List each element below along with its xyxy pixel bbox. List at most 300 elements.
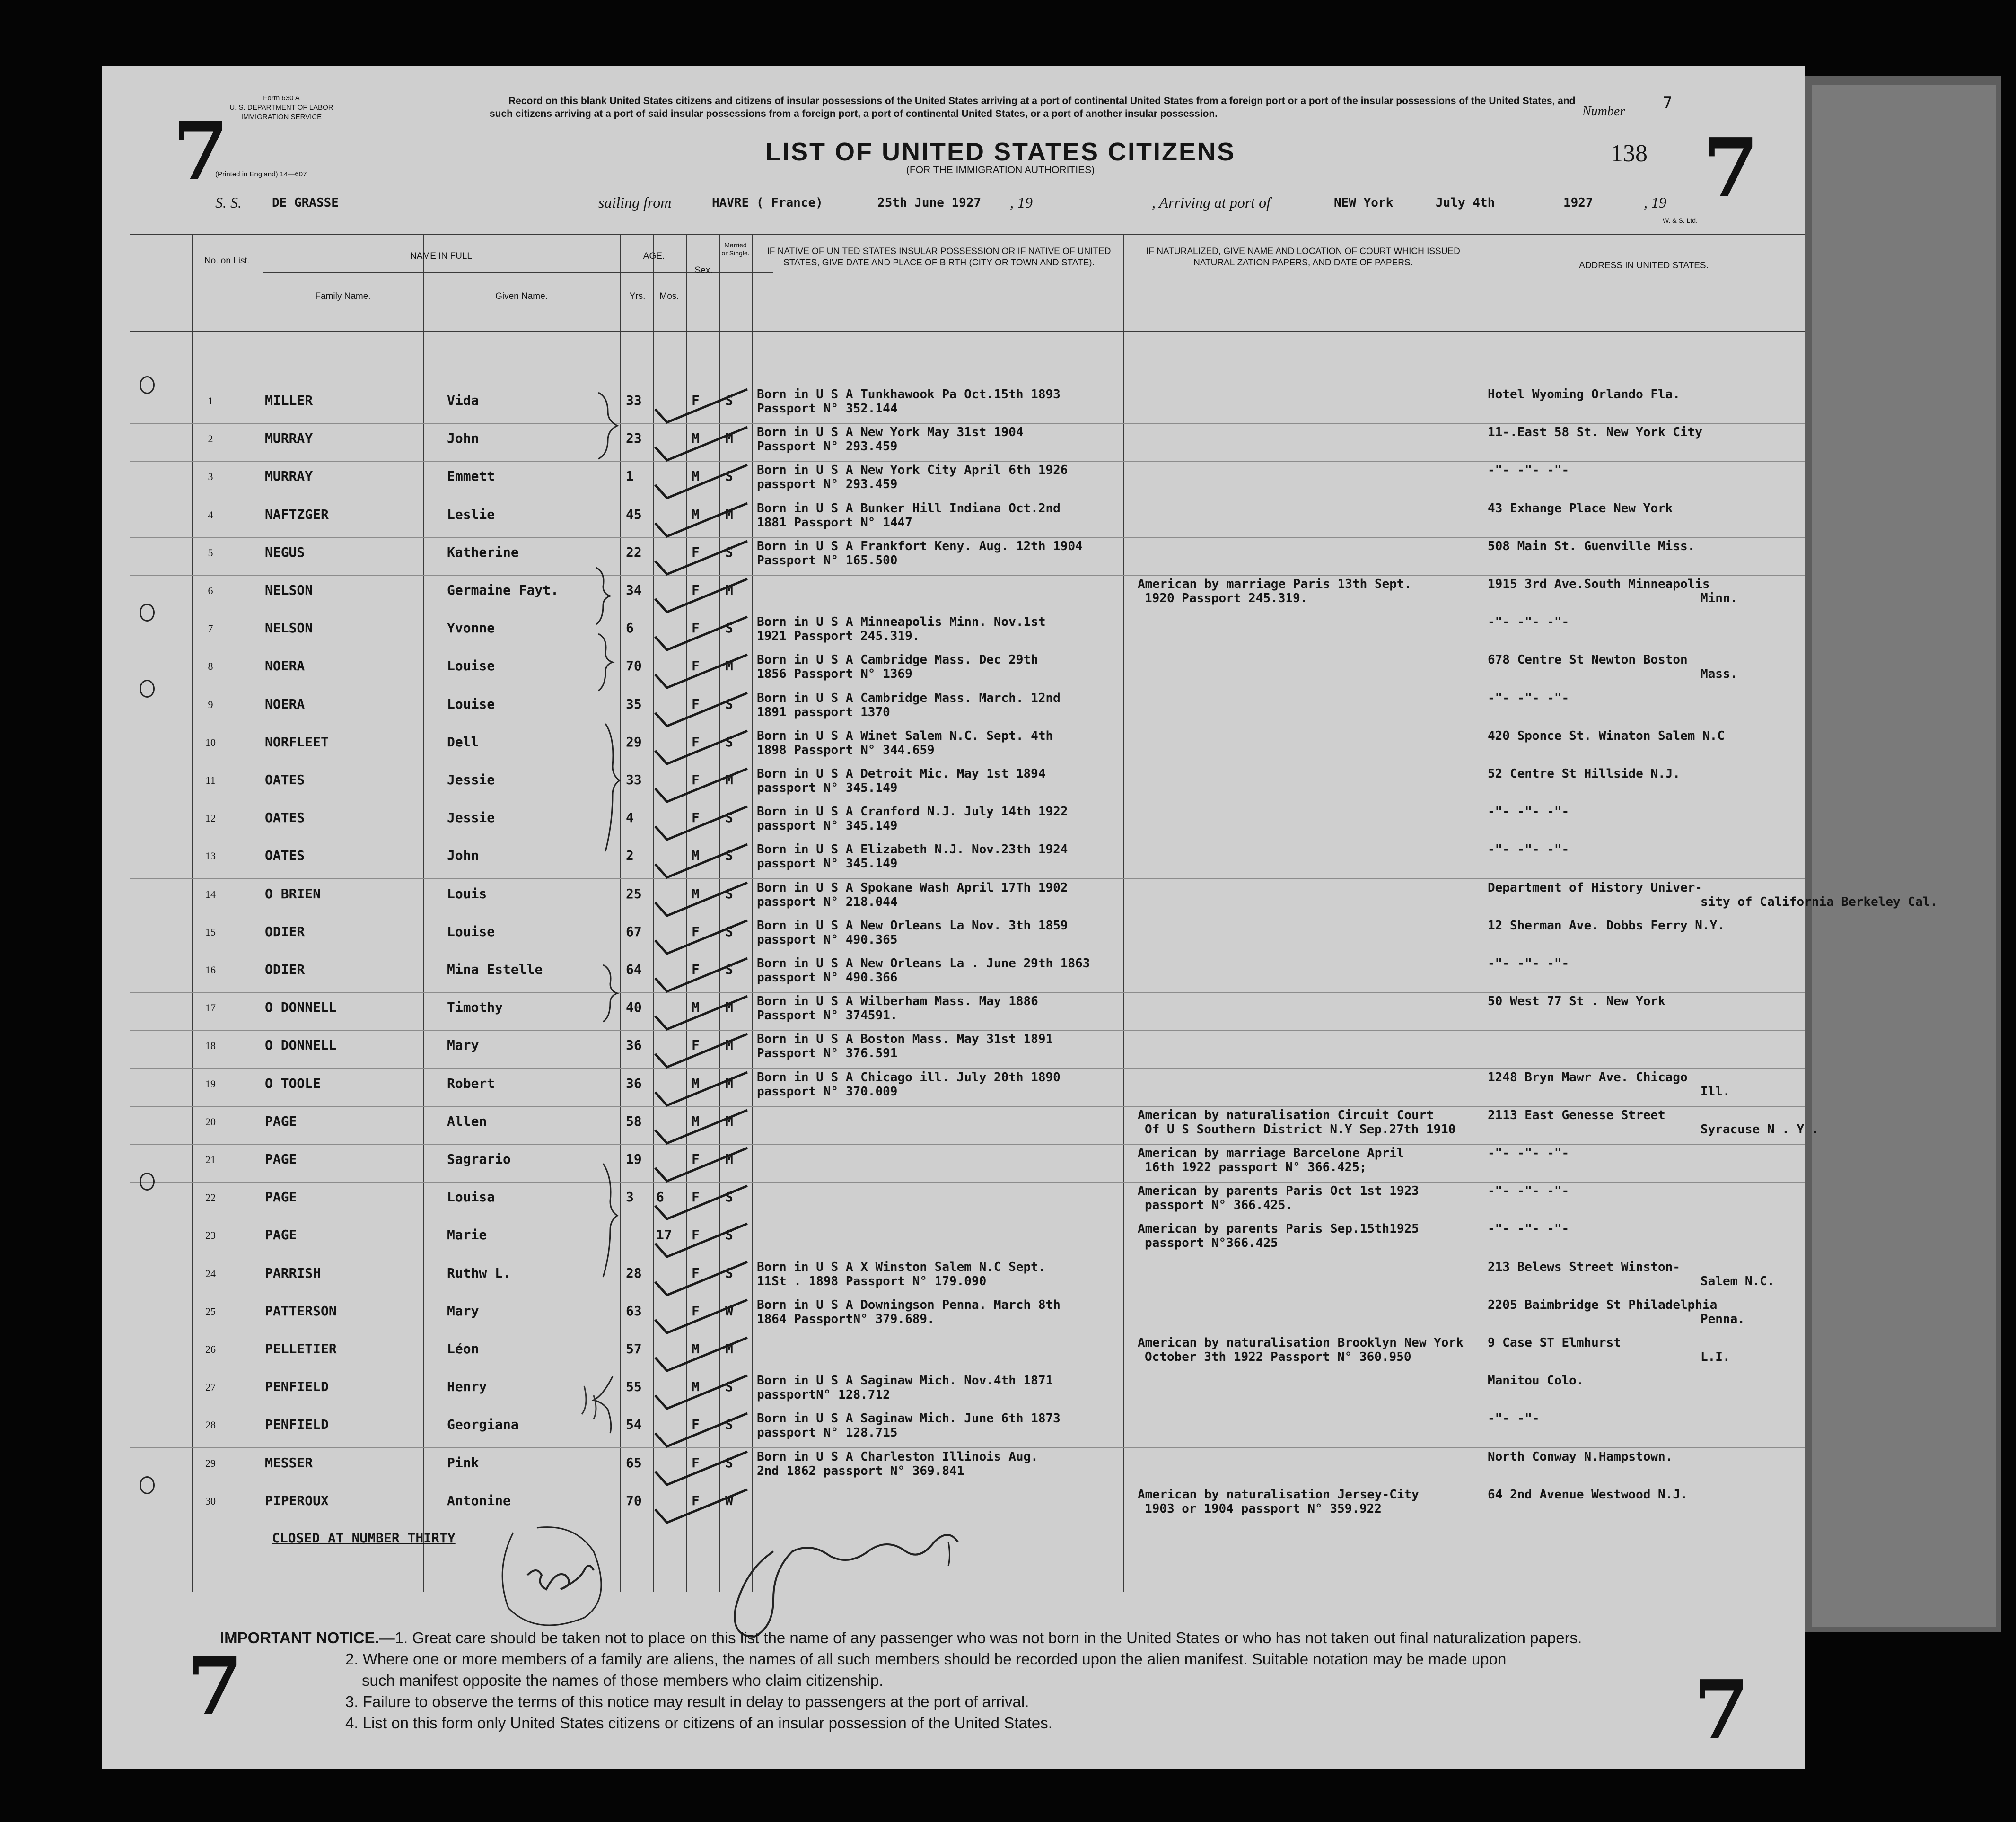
row-number: 19 bbox=[205, 1078, 216, 1090]
naturalization-line-1: American by naturalisation Brooklyn New York bbox=[1138, 1336, 1464, 1350]
age-years: 4 bbox=[626, 810, 634, 825]
marital-status: S bbox=[725, 1189, 733, 1205]
address-line-1: -"- -"- bbox=[1488, 1411, 1540, 1426]
row-number: 10 bbox=[205, 736, 216, 748]
ship-name: DE GRASSE bbox=[272, 196, 339, 210]
age-years: 36 bbox=[626, 1076, 642, 1091]
sex: F bbox=[692, 734, 700, 750]
row-number: 25 bbox=[205, 1305, 216, 1317]
given-name: Marie bbox=[447, 1227, 487, 1243]
birth-line-2: Passport N° 352.144 bbox=[757, 402, 898, 416]
marital-status: S bbox=[725, 962, 733, 977]
number-label: Number bbox=[1582, 104, 1625, 119]
ss-label: S. S. bbox=[215, 194, 242, 211]
naturalization-line-1: American by parents Paris Oct 1st 1923 bbox=[1138, 1184, 1419, 1198]
family-name: ODIER bbox=[265, 924, 305, 939]
address-line-1: 9 Case ST Elmhurst bbox=[1488, 1336, 1621, 1350]
scan-background-page-inner bbox=[1812, 85, 1996, 1627]
family-name: ODIER bbox=[265, 962, 305, 977]
birth-line-2: passport N° 370.009 bbox=[757, 1085, 898, 1099]
notice-item-4: 4. List on this form only United States citizens or citizens of an insular possession of the United States. bbox=[345, 1714, 1052, 1732]
sex: F bbox=[692, 1189, 700, 1205]
given-name: Vida bbox=[447, 393, 479, 408]
age-years: 55 bbox=[626, 1379, 642, 1394]
given-name: Mary bbox=[447, 1303, 479, 1319]
corner-number-top-left: 7 bbox=[173, 104, 229, 199]
family-name: OATES bbox=[265, 772, 305, 788]
family-name: MURRAY bbox=[265, 430, 313, 446]
year-prefix-1: , 19 bbox=[1010, 194, 1033, 211]
arriving-label: , Arriving at port of bbox=[1152, 194, 1271, 211]
marital-status: S bbox=[725, 1417, 733, 1432]
given-name: Dell bbox=[447, 734, 479, 750]
family-name: NELSON bbox=[265, 620, 313, 636]
given-name: Timothy bbox=[447, 999, 503, 1015]
marital-status: S bbox=[725, 620, 733, 636]
address-line-2: Mass. bbox=[1700, 667, 1738, 681]
printer-mark: W. & S. Ltd. bbox=[1663, 217, 1698, 224]
birth-line-2: passport N° 345.149 bbox=[757, 857, 898, 871]
family-name: NORFLEET bbox=[265, 734, 329, 750]
address-line-1: -"- -"- -"- bbox=[1488, 1222, 1569, 1236]
address-line-1: 64 2nd Avenue Westwood N.J. bbox=[1488, 1488, 1688, 1502]
header-given-name: Given Name. bbox=[495, 291, 548, 301]
sex: M bbox=[692, 468, 700, 484]
marital-status: S bbox=[725, 393, 733, 408]
birth-line-1: Born in U S A Chicago ill. July 20th 1890 bbox=[757, 1070, 1061, 1085]
family-name: NAFTZGER bbox=[265, 507, 329, 522]
given-name: Yvonne bbox=[447, 620, 495, 636]
family-name: PAGE bbox=[265, 1189, 297, 1205]
given-name: Katherine bbox=[447, 544, 519, 560]
sex: F bbox=[692, 1151, 700, 1167]
given-name: Louise bbox=[447, 658, 495, 674]
family-name: MURRAY bbox=[265, 468, 313, 484]
birth-line-2: passport N° 218.044 bbox=[757, 895, 898, 909]
given-name: John bbox=[447, 848, 479, 863]
marital-status: S bbox=[725, 924, 733, 939]
given-name: Mary bbox=[447, 1037, 479, 1053]
given-name: Mina Estelle bbox=[447, 962, 543, 977]
address-line-1: 43 Exhange Place New York bbox=[1488, 501, 1673, 516]
sex: F bbox=[692, 924, 700, 939]
birth-line-2: 2nd 1862 passport N° 369.841 bbox=[757, 1464, 964, 1478]
address-line-1: 508 Main St. Guenville Miss. bbox=[1488, 539, 1695, 553]
family-name: OATES bbox=[265, 810, 305, 825]
sex: M bbox=[692, 1341, 700, 1357]
row-number: 4 bbox=[208, 509, 213, 521]
birth-line-2: passport N° 490.365 bbox=[757, 933, 898, 947]
birth-line-2: Passport N° 293.459 bbox=[757, 439, 898, 454]
notice-heading: IMPORTANT NOTICE. bbox=[220, 1629, 379, 1647]
row-number: 26 bbox=[205, 1343, 216, 1355]
address-line-2: Minn. bbox=[1700, 591, 1738, 605]
page-number: 138 bbox=[1611, 140, 1648, 167]
address-line-2: Penna. bbox=[1700, 1312, 1745, 1326]
birth-line-1: Born in U S A Cambridge Mass. Dec 29th bbox=[757, 653, 1038, 667]
marital-status: W bbox=[725, 1303, 733, 1319]
given-name: Antonine bbox=[447, 1493, 511, 1508]
header-mos: Mos. bbox=[659, 291, 679, 301]
row-number: 22 bbox=[205, 1191, 216, 1203]
corner-number-top-right: 7 bbox=[1703, 121, 1759, 215]
birth-line-2: passport N° 128.715 bbox=[757, 1426, 898, 1440]
sail-date: 25th June 1927 bbox=[877, 196, 982, 210]
family-name: MILLER bbox=[265, 393, 313, 408]
address-line-1: Hotel Wyoming Orlando Fla. bbox=[1488, 387, 1680, 402]
marital-status: M bbox=[725, 1341, 733, 1357]
row-number: 29 bbox=[205, 1457, 216, 1469]
naturalization-line-1: American by marriage Barcelone April bbox=[1138, 1146, 1404, 1160]
given-name: Louise bbox=[447, 924, 495, 939]
given-name: Louise bbox=[447, 696, 495, 712]
birth-line-1: Born in U S A Charleston Illinois Aug. bbox=[757, 1450, 1038, 1464]
sex: F bbox=[692, 1227, 700, 1243]
given-name: John bbox=[447, 430, 479, 446]
naturalization-line-2: 1903 or 1904 passport N° 359.922 bbox=[1145, 1502, 1382, 1516]
given-name: Ruthw L. bbox=[447, 1265, 511, 1281]
row-number: 18 bbox=[205, 1040, 216, 1051]
notice-item-1: —1. Great care should be taken not to place on this list the name of any passenger who was not born in the United States or who has not taken out final naturalization papers. bbox=[379, 1629, 1582, 1647]
marital-status: M bbox=[725, 999, 733, 1015]
sex: F bbox=[692, 1455, 700, 1471]
birth-line-1: Born in U S A New Orleans La Nov. 3th 1859 bbox=[757, 919, 1068, 933]
row-number: 9 bbox=[208, 699, 213, 710]
family-brackets bbox=[102, 66, 1805, 1627]
address-line-1: 1248 Bryn Mawr Ave. Chicago bbox=[1488, 1070, 1688, 1085]
naturalization-line-2: 16th 1922 passport N° 366.425; bbox=[1145, 1160, 1367, 1174]
marital-status: S bbox=[725, 696, 733, 712]
family-name: NOERA bbox=[265, 658, 305, 674]
birth-line-2: 1864 PassportN° 379.689. bbox=[757, 1312, 935, 1326]
given-name: Germaine Fayt. bbox=[447, 582, 559, 598]
age-years: 70 bbox=[626, 1493, 642, 1508]
age-years: 57 bbox=[626, 1341, 642, 1357]
marital-status: W bbox=[725, 1493, 733, 1508]
sailing-label: sailing from bbox=[598, 194, 672, 211]
number-value: 7 bbox=[1663, 94, 1673, 113]
birth-line-1: Born in U S A Winet Salem N.C. Sept. 4th bbox=[757, 729, 1053, 743]
sex: M bbox=[692, 1076, 700, 1091]
marital-status: S bbox=[725, 734, 733, 750]
birth-line-1: Born in U S A Minneapolis Minn. Nov.1st bbox=[757, 615, 1046, 629]
age-years: 35 bbox=[626, 696, 642, 712]
family-name: O DONNELL bbox=[265, 1037, 337, 1053]
arrival-date: July 4th bbox=[1436, 196, 1495, 210]
sex: F bbox=[692, 1303, 700, 1319]
marital-status: S bbox=[725, 1265, 733, 1281]
age-years: 25 bbox=[626, 886, 642, 902]
birth-line-1: Born in U S A Bunker Hill Indiana Oct.2nd bbox=[757, 501, 1061, 516]
address-line-1: 2205 Baimbridge St Philadelphia bbox=[1488, 1298, 1718, 1312]
naturalization-line-1: American by naturalisation Circuit Court bbox=[1138, 1108, 1434, 1122]
address-line-1: 420 Sponce St. Winaton Salem N.C bbox=[1488, 729, 1725, 743]
given-name: Sagrario bbox=[447, 1151, 511, 1167]
sex: M bbox=[692, 430, 700, 446]
birth-line-2: passport N° 345.149 bbox=[757, 819, 898, 833]
address-line-1: -"- -"- -"- bbox=[1488, 956, 1569, 971]
birth-line-1: Born in U S A Spokane Wash April 17Th 1902 bbox=[757, 881, 1068, 895]
sex: F bbox=[692, 1265, 700, 1281]
given-name: Louis bbox=[447, 886, 487, 902]
family-name: PATTERSON bbox=[265, 1303, 337, 1319]
birth-line-1: Born in U S A X Winston Salem N.C Sept. bbox=[757, 1260, 1046, 1274]
birth-line-2: 11St . 1898 Passport N° 179.090 bbox=[757, 1274, 987, 1288]
row-number: 6 bbox=[208, 585, 213, 596]
age-years: 6 bbox=[626, 620, 634, 636]
row-number: 14 bbox=[205, 888, 216, 900]
given-name: Louisa bbox=[447, 1189, 495, 1205]
birth-line-2: 1921 Passport 245.319. bbox=[757, 629, 920, 643]
address-line-1: -"- -"- -"- bbox=[1488, 463, 1569, 477]
age-years: 33 bbox=[626, 393, 642, 408]
row-number: 16 bbox=[205, 964, 216, 976]
birth-line-2: passportN° 128.712 bbox=[757, 1388, 890, 1402]
birth-line-2: 1856 Passport N° 1369 bbox=[757, 667, 912, 681]
naturalization-line-1: American by naturalisation Jersey-City bbox=[1138, 1488, 1419, 1502]
birth-line-1: Born in U S A Tunkhawook Pa Oct.15th 1893 bbox=[757, 387, 1061, 402]
year-prefix-2: , 19 bbox=[1644, 194, 1666, 211]
sex: F bbox=[692, 772, 700, 788]
address-line-1: 678 Centre St Newton Boston bbox=[1488, 653, 1688, 667]
form-number: Form 630 A bbox=[263, 94, 300, 102]
marital-status: M bbox=[725, 507, 733, 522]
age-years: 70 bbox=[626, 658, 642, 674]
given-name: Jessie bbox=[447, 772, 495, 788]
header-birth-place: IF NATIVE OF UNITED STATES INSULAR POSSESSION OR IF NATIVE OF UNITED STATES, GIVE DATE AND PLACE OF BIRTH (CITY OR TOWN AND STATE). bbox=[767, 246, 1111, 268]
address-line-2: Salem N.C. bbox=[1700, 1274, 1775, 1288]
sex: F bbox=[692, 1493, 700, 1508]
address-line-1: -"- -"- -"- bbox=[1488, 615, 1569, 629]
sex: F bbox=[692, 696, 700, 712]
sex: M bbox=[692, 886, 700, 902]
notice-item-2a: 2. Where one or more members of a family are aliens, the names of all such members should be recorded upon the alien manifest. Suitable notation may be made upon bbox=[345, 1650, 1507, 1668]
address-line-2: Syracuse N . Y . bbox=[1700, 1122, 1819, 1137]
row-number: 7 bbox=[208, 622, 213, 634]
age-years: 23 bbox=[626, 430, 642, 446]
header-no-on-list: No. on List. bbox=[204, 256, 250, 266]
marital-status: S bbox=[725, 1379, 733, 1394]
age-years: 65 bbox=[626, 1455, 642, 1471]
header-family-name: Family Name. bbox=[315, 291, 371, 301]
header-age: AGE. bbox=[643, 251, 665, 261]
birth-line-1: Born in U S A New Orleans La . June 29th 1863 bbox=[757, 956, 1090, 971]
marital-status: S bbox=[725, 468, 733, 484]
address-line-1: 50 West 77 St . New York bbox=[1488, 994, 1665, 1008]
birth-line-1: Born in U S A Detroit Mic. May 1st 1894 bbox=[757, 767, 1046, 781]
age-years: 45 bbox=[626, 507, 642, 522]
family-name: PENFIELD bbox=[265, 1417, 329, 1432]
given-name: Leslie bbox=[447, 507, 495, 522]
age-years: 22 bbox=[626, 544, 642, 560]
address-line-1: 1915 3rd Ave.South Minneapolis bbox=[1488, 577, 1710, 591]
family-name: PARRISH bbox=[265, 1265, 321, 1281]
arrival-year: 1927 bbox=[1563, 196, 1593, 210]
marital-status: S bbox=[725, 886, 733, 902]
age-years: 2 bbox=[626, 848, 634, 863]
header-yrs: Yrs. bbox=[629, 291, 646, 301]
sex: M bbox=[692, 999, 700, 1015]
naturalization-line-1: American by marriage Paris 13th Sept. bbox=[1138, 577, 1412, 591]
service: IMMIGRATION SERVICE bbox=[241, 113, 322, 121]
marital-status: S bbox=[725, 544, 733, 560]
address-line-1: 11-.East 58 St. New York City bbox=[1488, 425, 1702, 439]
naturalization-line-1: American by parents Paris Sep.15th1925 bbox=[1138, 1222, 1419, 1236]
birth-line-1: Born in U S A Downingson Penna. March 8th bbox=[757, 1298, 1061, 1312]
family-name: PELLETIER bbox=[265, 1341, 337, 1357]
marital-status: S bbox=[725, 1455, 733, 1471]
row-number: 23 bbox=[205, 1229, 216, 1241]
address-line-1: -"- -"- -"- bbox=[1488, 1146, 1569, 1160]
address-line-1: -"- -"- -"- bbox=[1488, 805, 1569, 819]
family-name: O DONNELL bbox=[265, 999, 337, 1015]
row-number: 20 bbox=[205, 1116, 216, 1128]
age-years: 36 bbox=[626, 1037, 642, 1053]
age-months: 17 bbox=[656, 1227, 672, 1243]
sex: M bbox=[692, 1379, 700, 1394]
sex: M bbox=[692, 1113, 700, 1129]
header-naturalized: IF NATURALIZED, GIVE NAME AND LOCATION OF COURT WHICH ISSUED NATURALIZATION PAPERS, AND DATE OF PAPERS. bbox=[1146, 246, 1460, 268]
age-months: 6 bbox=[656, 1189, 664, 1205]
naturalization-line-2: Of U S Southern District N.Y Sep.27th 1910 bbox=[1145, 1122, 1456, 1137]
birth-line-1: Born in U S A Cambridge Mass. March. 12nd bbox=[757, 691, 1061, 705]
age-years: 63 bbox=[626, 1303, 642, 1319]
family-name: O TOOLE bbox=[265, 1076, 321, 1091]
closed-note: CLOSED AT NUMBER THIRTY bbox=[272, 1530, 456, 1546]
given-name: Georgiana bbox=[447, 1417, 519, 1432]
family-name: NOERA bbox=[265, 696, 305, 712]
row-number: 24 bbox=[205, 1268, 216, 1279]
marital-status: M bbox=[725, 1151, 733, 1167]
sex: F bbox=[692, 544, 700, 560]
age-years: 3 bbox=[626, 1189, 634, 1205]
age-years: 28 bbox=[626, 1265, 642, 1281]
sex: F bbox=[692, 962, 700, 977]
birth-line-2: passport N° 490.366 bbox=[757, 971, 898, 985]
birth-line-1: Born in U S A Elizabeth N.J. Nov.23th 1924 bbox=[757, 842, 1068, 857]
birth-line-2: Passport N° 374591. bbox=[757, 1008, 898, 1023]
naturalization-line-2: 1920 Passport 245.319. bbox=[1145, 591, 1308, 605]
marital-status: M bbox=[725, 772, 733, 788]
marital-status: S bbox=[725, 848, 733, 863]
marital-status: M bbox=[725, 1076, 733, 1091]
page-title: LIST OF UNITED STATES CITIZENS bbox=[765, 138, 1236, 166]
address-line-1: -"- -"- -"- bbox=[1488, 1184, 1569, 1198]
naturalization-line-2: passport N° 366.425. bbox=[1145, 1198, 1293, 1212]
header-name-in-full: NAME IN FULL bbox=[410, 251, 472, 261]
manifest-page bbox=[102, 66, 1937, 1769]
family-name: PAGE bbox=[265, 1113, 297, 1129]
family-name: O BRIEN bbox=[265, 886, 321, 902]
marital-status: M bbox=[725, 430, 733, 446]
age-years: 19 bbox=[626, 1151, 642, 1167]
sex: M bbox=[692, 507, 700, 522]
printed-note: (Printed in England) 14—607 bbox=[215, 170, 307, 178]
row-number: 3 bbox=[208, 471, 213, 482]
birth-line-1: Born in U S A Frankfort Keny. Aug. 12th 1904 bbox=[757, 539, 1083, 553]
address-line-2: L.I. bbox=[1700, 1350, 1730, 1364]
birth-line-2: passport N° 345.149 bbox=[757, 781, 898, 795]
birth-line-2: passport N° 293.459 bbox=[757, 477, 898, 491]
age-years: 33 bbox=[626, 772, 642, 788]
age-years: 40 bbox=[626, 999, 642, 1015]
age-years: 29 bbox=[626, 734, 642, 750]
sex: F bbox=[692, 620, 700, 636]
address-line-1: North Conway N.Hampstown. bbox=[1488, 1450, 1673, 1464]
family-name: MESSER bbox=[265, 1455, 313, 1471]
sex: F bbox=[692, 810, 700, 825]
given-name: Pink bbox=[447, 1455, 479, 1471]
age-years: 67 bbox=[626, 924, 642, 939]
birth-line-1: Born in U S A Cranford N.J. July 14th 1922 bbox=[757, 805, 1068, 819]
sex: F bbox=[692, 582, 700, 598]
birth-line-2: 1898 Passport N° 344.659 bbox=[757, 743, 935, 757]
birth-line-2: Passport N° 376.591 bbox=[757, 1046, 898, 1060]
birth-line-1: Born in U S A Saginaw Mich. Nov.4th 1871 bbox=[757, 1374, 1053, 1388]
row-number: 28 bbox=[205, 1419, 216, 1431]
given-name: Robert bbox=[447, 1076, 495, 1091]
notice-item-2b: such manifest opposite the names of those members who claim citizenship. bbox=[362, 1672, 884, 1689]
address-line-1: -"- -"- -"- bbox=[1488, 842, 1569, 857]
family-name: NELSON bbox=[265, 582, 313, 598]
family-name: PAGE bbox=[265, 1151, 297, 1167]
address-line-1: 52 Centre St Hillside N.J. bbox=[1488, 767, 1680, 781]
row-number: 17 bbox=[205, 1002, 216, 1014]
marital-status: S bbox=[725, 810, 733, 825]
given-name: Henry bbox=[447, 1379, 487, 1394]
sex: F bbox=[692, 658, 700, 674]
department: U. S. DEPARTMENT OF LABOR bbox=[229, 104, 333, 112]
header-sex: Sex. bbox=[694, 265, 713, 275]
marital-status: M bbox=[725, 582, 733, 598]
record-instructions: Record on this blank United States citizens and citizens of insular possessions of the United States arriving at a port of continental United States from a foreign port or a port of the insular possessions of the United States, and such citizens arriving at a port of said insular possessions from a foreign port, a port of continental United States, or a port of another insular possession. bbox=[490, 96, 1576, 119]
given-name: Léon bbox=[447, 1341, 479, 1357]
notice-item-3: 3. Failure to observe the terms of this notice may result in delay to passengers at the port of arrival. bbox=[345, 1693, 1029, 1710]
address-line-2: sity of California Berkeley Cal. bbox=[1700, 895, 1937, 909]
naturalization-line-2: passport N°366.425 bbox=[1145, 1236, 1278, 1250]
row-number: 2 bbox=[208, 433, 213, 445]
birth-line-1: Born in U S A Wilberham Mass. May 1886 bbox=[757, 994, 1038, 1008]
marital-status: S bbox=[725, 1227, 733, 1243]
row-number: 1 bbox=[208, 395, 213, 407]
family-name: PIPEROUX bbox=[265, 1493, 329, 1508]
sex: F bbox=[692, 1417, 700, 1432]
corner-number-bottom-right: 7 bbox=[1693, 1663, 1750, 1757]
sex: F bbox=[692, 1037, 700, 1053]
birth-line-2: 1881 Passport N° 1447 bbox=[757, 516, 912, 530]
header-address: ADDRESS IN UNITED STATES. bbox=[1579, 261, 1709, 271]
address-line-2: Ill. bbox=[1700, 1085, 1730, 1099]
family-name: OATES bbox=[265, 848, 305, 863]
address-line-1: 2113 East Genesse Street bbox=[1488, 1108, 1665, 1122]
family-name: NEGUS bbox=[265, 544, 305, 560]
age-years: 64 bbox=[626, 962, 642, 977]
birth-line-1: Born in U S A Saginaw Mich. June 6th 1873 bbox=[757, 1411, 1061, 1426]
birth-line-2: Passport N° 165.500 bbox=[757, 553, 898, 568]
marital-status: M bbox=[725, 1113, 733, 1129]
birth-line-1: Born in U S A New York May 31st 1904 bbox=[757, 425, 1024, 439]
birth-line-1: Born in U S A New York City April 6th 1926 bbox=[757, 463, 1068, 477]
row-number: 12 bbox=[205, 812, 216, 824]
row-number: 13 bbox=[205, 850, 216, 862]
age-years: 34 bbox=[626, 582, 642, 598]
sex: M bbox=[692, 848, 700, 863]
age-years: 58 bbox=[626, 1113, 642, 1129]
given-name: Allen bbox=[447, 1113, 487, 1129]
row-number: 11 bbox=[205, 774, 216, 786]
address-line-1: 12 Sherman Ave. Dobbs Ferry N.Y. bbox=[1488, 919, 1725, 933]
row-number: 5 bbox=[208, 547, 213, 559]
